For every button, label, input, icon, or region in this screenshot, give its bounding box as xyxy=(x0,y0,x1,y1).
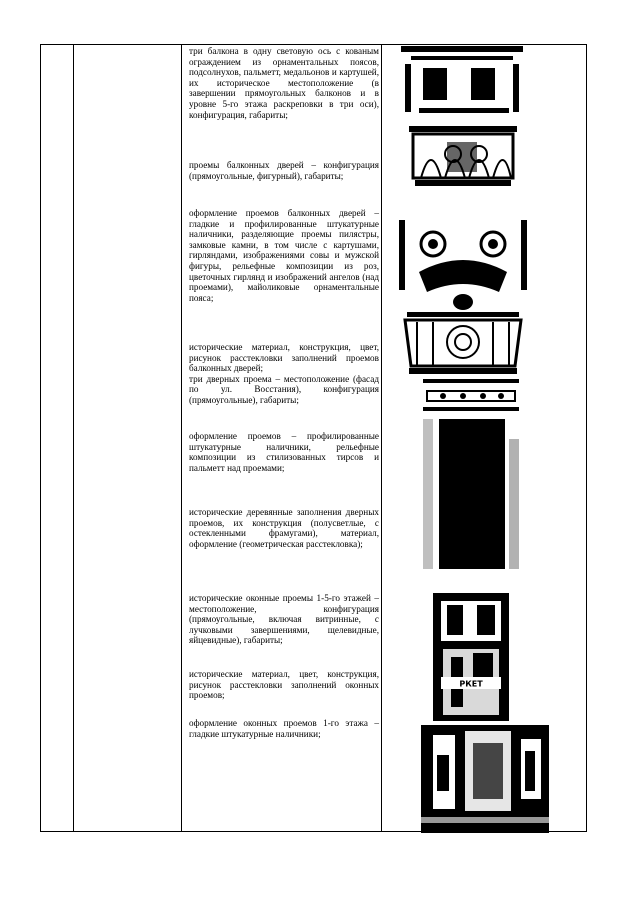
text-block: оформление проемов балконных дверей – гладкие и профилированные штукатурные наличники, разделяющие проемы пилястры, замковые камни, в том числе с картушами, гирляндами, изображениями совы и мужской фигуры, рельефные композиции из роз, цветочных гирлянд и изображений ангелов (над проемами), майоликовые орнаментальные пояса; xyxy=(189,208,379,303)
text-block: исторические материал, цвет, конструкция, рисунок расстекловки заполнений оконных проемов; xyxy=(189,669,379,701)
column-divider xyxy=(381,45,382,831)
document-table xyxy=(40,44,587,832)
text-block: оформление оконных проемов 1-го этажа – гладкие штукатурные наличники; xyxy=(189,718,379,739)
text-block: три балкона в одну световую ось с кованым ограждением из орнаментальных поясов, подсолнухов, пальметт, медальонов и картушей, их историческое местоположение (в завершении прямоугольных балконов и в уровне 5-го этажа раскреповки в три оси), конфигурация, габариты; xyxy=(189,46,379,120)
text-block: проемы балконных дверей – конфигурация (прямоугольные, фигурный), габариты; xyxy=(189,160,379,181)
door-photo xyxy=(423,379,519,571)
balcony-relief-photo xyxy=(399,220,527,380)
balcony-photo xyxy=(401,46,523,191)
text-block: оформление проемов – профилированные штукатурные наличники, рельефные композиции из стилизованных тирсов и пальметт над проемами; xyxy=(189,431,379,473)
column-divider xyxy=(181,45,182,831)
window-photo xyxy=(433,593,509,721)
column-divider xyxy=(73,45,74,831)
text-block: исторические материал, конструкция, цвет, рисунок расстекловки заполнений проемов балконных дверей; три дверных проема – местоположение (фасад по ул. Восстания), конфигурация (прямоугольные), габариты; xyxy=(189,342,379,405)
text-block: исторические оконные проемы 1-5-го этажей – местоположение, конфигурация (прямоугольные, включая витринные, с лучковыми завершениями, щелевидные, яйцевидные), габариты; xyxy=(189,593,379,646)
shop-sign-text: РКЕТ xyxy=(459,679,483,689)
shopfront-photo xyxy=(421,725,549,833)
text-block: исторические деревянные заполнения дверных проемов, их конструкция (полусветлые, с остекленными фрамугами), материал, оформление (геометрическая расстекловка); xyxy=(189,507,379,549)
